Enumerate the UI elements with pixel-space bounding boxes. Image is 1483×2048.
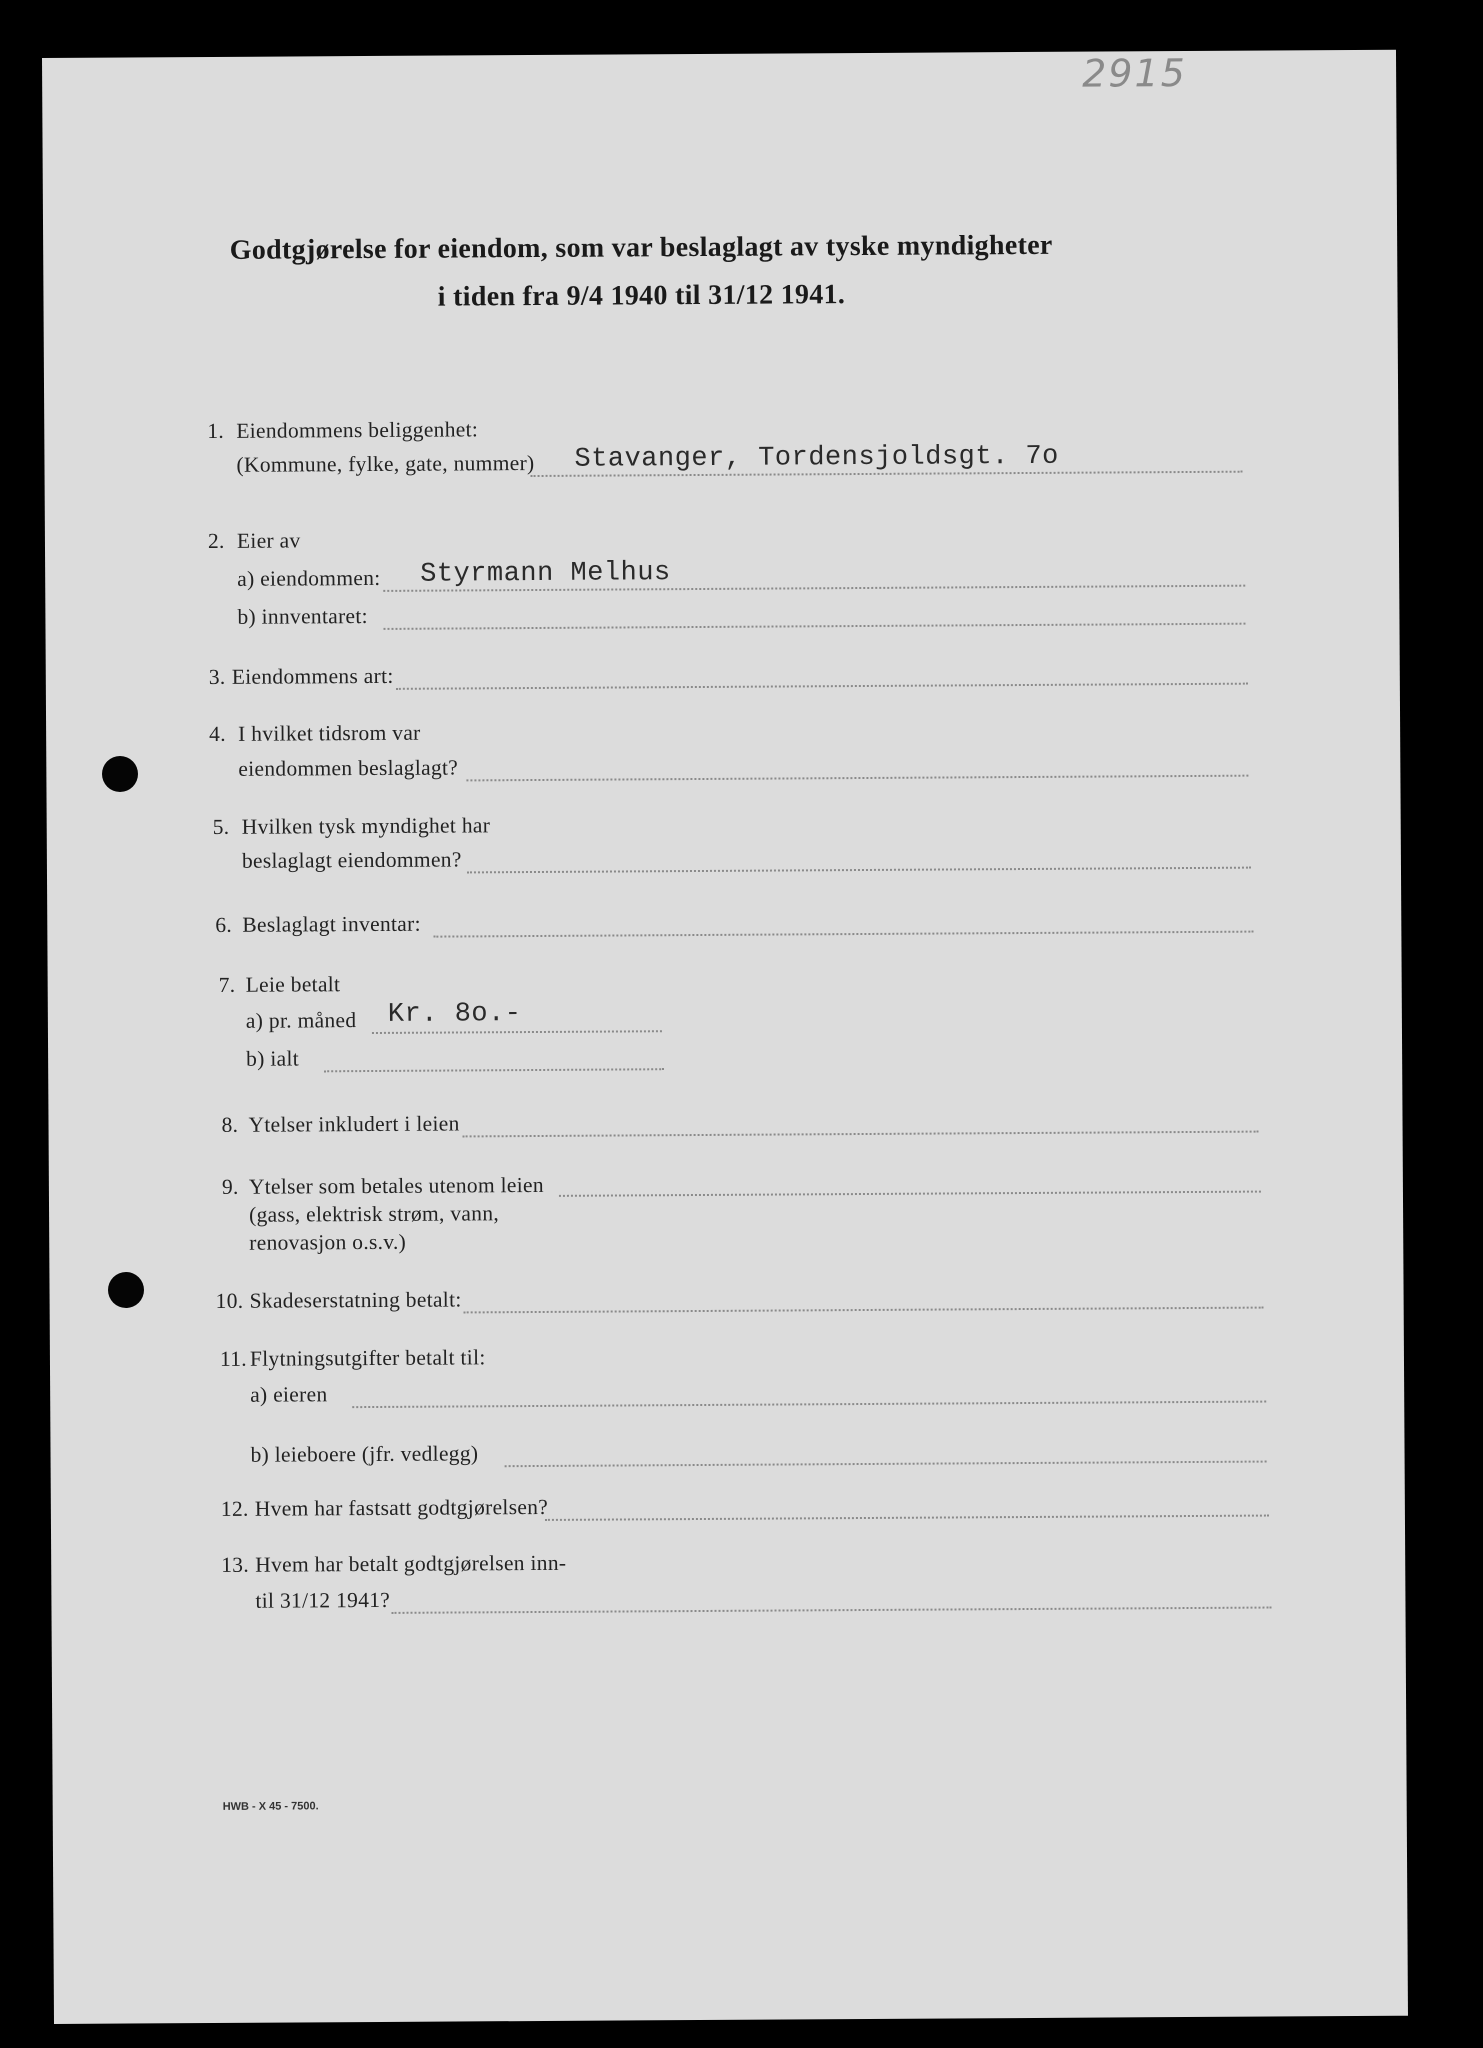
q4-label-line1: I hvilket tidsrom var bbox=[238, 720, 421, 746]
q12-number: 12. bbox=[220, 1496, 249, 1521]
q10-label: Skadeserstatning betalt: bbox=[249, 1287, 462, 1313]
q7-number: 7. bbox=[218, 972, 236, 997]
q3-number: 3. bbox=[208, 664, 226, 689]
q3-label: Eiendommens art: bbox=[231, 663, 394, 689]
q9-number: 9. bbox=[221, 1174, 239, 1199]
q7a-label: a) pr. måned bbox=[245, 1008, 357, 1033]
q7b-answer-line[interactable] bbox=[324, 1068, 664, 1072]
q4-answer-line[interactable] bbox=[466, 775, 1248, 782]
q9-label-line2: (gass, elektrisk strøm, vann, bbox=[248, 1201, 500, 1227]
punch-hole-bottom bbox=[108, 1272, 144, 1308]
q8-label: Ytelser inkludert i leien bbox=[248, 1111, 460, 1137]
q8-number: 8. bbox=[221, 1112, 239, 1137]
q2-label: Eier av bbox=[236, 528, 301, 553]
q2b-label: b) innventaret: bbox=[237, 604, 368, 629]
q7a-answer-line bbox=[372, 1030, 662, 1034]
q11-number: 11. bbox=[219, 1346, 248, 1371]
q1-label-line2: (Kommune, fylke, gate, nummer) bbox=[236, 450, 535, 477]
form-title-line1: Godtgjørelse for eiendom, som var beslaglagt av tyske myndigheter bbox=[229, 229, 1053, 266]
q9-answer-line[interactable] bbox=[559, 1191, 1261, 1197]
q10-number: 10. bbox=[215, 1288, 244, 1313]
q5-number: 5. bbox=[212, 814, 230, 839]
q2a-answer[interactable]: Styrmann Melhus bbox=[420, 558, 671, 590]
form-sheet bbox=[42, 50, 1408, 2024]
q6-number: 6. bbox=[215, 912, 233, 937]
q10-answer-line[interactable] bbox=[464, 1307, 1264, 1314]
archive-number: 2915 bbox=[1081, 51, 1187, 96]
q2b-answer-line[interactable] bbox=[383, 623, 1245, 630]
q13-answer-line[interactable] bbox=[391, 1607, 1271, 1614]
q12-answer-line[interactable] bbox=[545, 1515, 1269, 1521]
q7b-label: b) ialt bbox=[246, 1046, 300, 1071]
q13-label-line2: til 31/12 1941? bbox=[255, 1587, 391, 1613]
q7-label: Leie betalt bbox=[245, 972, 341, 997]
q6-answer-line[interactable] bbox=[433, 931, 1253, 938]
form-title-line2: i tiden fra 9/4 1940 til 31/12 1941. bbox=[437, 279, 846, 313]
q11b-answer-line[interactable] bbox=[505, 1461, 1267, 1468]
q7a-answer[interactable]: Kr. 8o.- bbox=[387, 999, 522, 1030]
q9-label-line1: Ytelser som betales utenom leien bbox=[248, 1172, 544, 1199]
q5-label-line2: beslaglagt eiendommen? bbox=[241, 847, 462, 873]
q4-number: 4. bbox=[209, 721, 226, 746]
q4-label-line2: eiendommen beslaglagt? bbox=[238, 755, 459, 781]
q8-answer-line[interactable] bbox=[463, 1131, 1259, 1138]
form-code: HWB - X 45 - 7500. bbox=[222, 1800, 319, 1813]
q9-label-line3: renovasjon o.s.v.) bbox=[249, 1229, 407, 1255]
q11a-answer-line[interactable] bbox=[352, 1401, 1266, 1409]
q11-label: Flytningsutgifter betalt til: bbox=[249, 1345, 486, 1371]
q11a-label: a) eieren bbox=[250, 1382, 328, 1407]
q13-label-line1: Hvem har betalt godtgjørelsen inn- bbox=[255, 1550, 567, 1577]
q5-answer-line[interactable] bbox=[467, 867, 1251, 874]
q3-answer-line[interactable] bbox=[396, 683, 1248, 690]
q13-number: 13. bbox=[221, 1552, 250, 1577]
q11b-label: b) leieboere (jfr. vedlegg) bbox=[250, 1441, 479, 1467]
q1-answer[interactable]: Stavanger, Tordensjoldsgt. 7o bbox=[574, 441, 1059, 475]
q2-number: 2. bbox=[207, 528, 225, 553]
q1-number: 1. bbox=[207, 418, 225, 443]
q6-label: Beslaglagt inventar: bbox=[242, 911, 421, 937]
q5-label-line1: Hvilken tysk myndighet har bbox=[241, 813, 491, 839]
punch-hole-top bbox=[102, 756, 138, 792]
q1-label-line1: Eiendommens beliggenhet: bbox=[236, 417, 479, 443]
q12-label: Hvem har fastsatt godtgjørelsen? bbox=[254, 1494, 549, 1521]
q2a-label: a) eiendommen: bbox=[237, 565, 381, 591]
